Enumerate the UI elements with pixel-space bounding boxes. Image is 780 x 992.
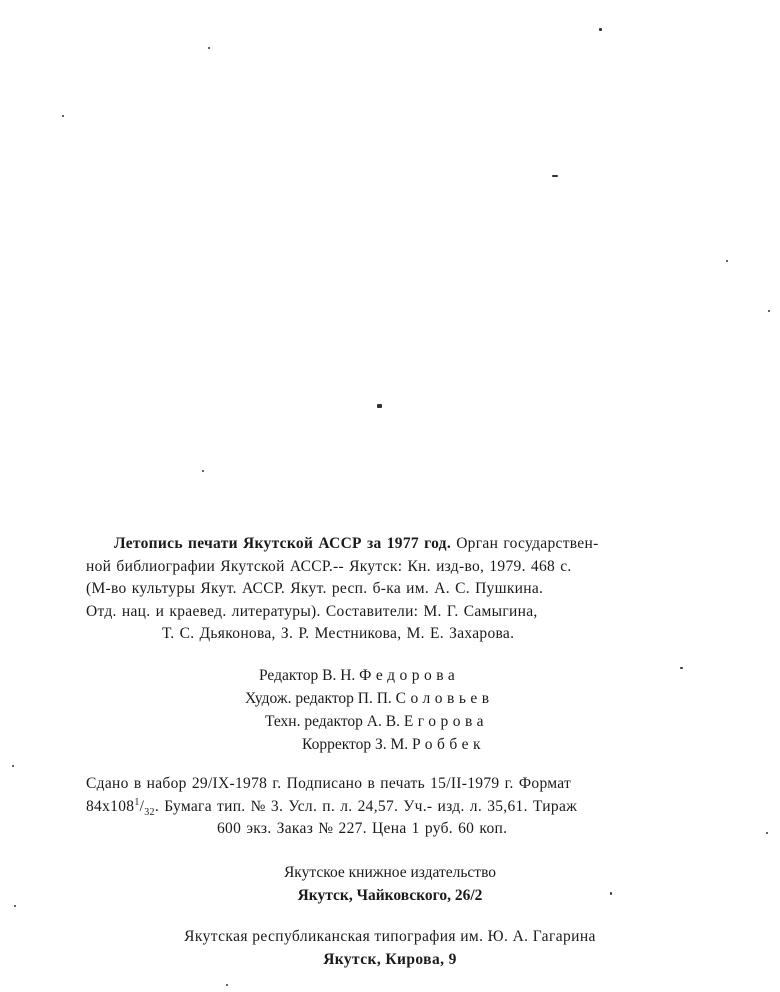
- scan-speck: [12, 765, 14, 767]
- bibliographic-entry: [86, 533, 774, 646]
- book-title: Летопись печати Якутской АССР за 1977 год.: [114, 535, 452, 552]
- format-sup: 1: [134, 796, 140, 808]
- format-sub: 32: [144, 806, 155, 818]
- scan-speck: [377, 404, 382, 408]
- print-line-1: Сдано в набор 29/IX-1978 г. Подписано в печать 15/II-1979 г. Формат: [86, 775, 572, 792]
- scan-speck: [62, 115, 64, 117]
- scan-speck: [226, 984, 228, 986]
- format-base: 84x108: [86, 797, 135, 815]
- credit-role: Корректор З. М.: [302, 736, 409, 753]
- bib-line-4: Отд. нац. и краевед. литературы). Составители: М. Г. Самыгина,: [86, 602, 538, 620]
- publisher-name: Якутское книжное издательство: [283, 864, 497, 881]
- scan-speck: [552, 175, 558, 177]
- print-line-2-rest: . Бумага тип. № 3. Усл. п. л. 24,57. Уч.- изд. л. 35,61. Тираж: [154, 797, 578, 815]
- print-line-3: 600 экз. Заказ № 227. Цена 1 руб. 60 коп.: [217, 820, 508, 837]
- credit-name: Роббек: [412, 736, 485, 753]
- print-line-2: $84x108^1/_{32}$. Бумага тип. № 3. Усл. п. л. 24,57. Уч.- изд. л. 35,61. Тираж: [86, 796, 578, 818]
- bib-line-1: [86, 533, 774, 556]
- credit-proofreader: [302, 734, 485, 757]
- bib-line-5: Т. С. Дьяконова, З. Р. Местникова, М. Е. Захарова.: [162, 625, 515, 642]
- printer-block: [0, 926, 780, 971]
- credit-name: Федорова: [359, 667, 460, 684]
- bib-line-1-rest: Орган государствен-: [451, 535, 599, 552]
- print-details: [86, 773, 776, 841]
- printer-address: Якутск, Кирова, 9: [323, 950, 457, 968]
- credit-role: Худож. редактор П. П.: [245, 690, 392, 707]
- publisher-address: Якутск, Чайковского, 26/2: [297, 886, 483, 904]
- scan-speck: [202, 470, 204, 472]
- printer-name: Якутская республиканская типография им. Ю. А. Гагарина: [184, 928, 596, 945]
- bib-line-3: (М-во культуры Якут. АССР. Якут. респ. б-ка им. А. С. Пушкина.: [86, 580, 544, 597]
- bib-line-2: ной библиографии Якутской АССР.-- Якутск: Кн. изд-во, 1979. 468 с.: [86, 557, 572, 575]
- credit-name: Соловьев: [395, 690, 494, 707]
- credit-name: Егорова: [403, 713, 489, 730]
- scan-speck: [768, 310, 770, 312]
- credit-tech-editor: [265, 711, 488, 734]
- credit-role: Редактор В. Н.: [259, 667, 356, 684]
- scan-speck: [680, 667, 683, 669]
- credit-art-editor: [245, 688, 494, 711]
- credit-editor: [259, 665, 459, 688]
- credit-role: Техн. редактор А. В.: [265, 713, 400, 730]
- scan-speck: [726, 260, 728, 262]
- scan-speck: [599, 28, 602, 31]
- scan-speck: [208, 47, 210, 49]
- publisher-block: [0, 862, 780, 907]
